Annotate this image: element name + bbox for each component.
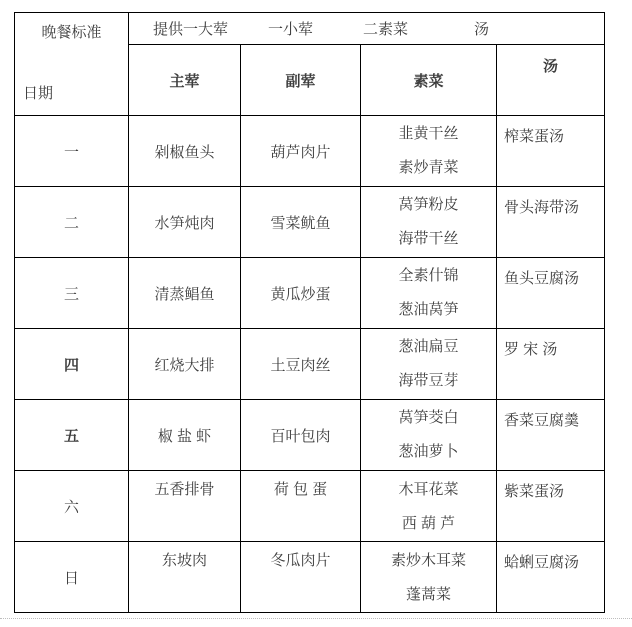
corner-header-cell xyxy=(15,13,129,116)
day-cell: 一 xyxy=(15,116,129,187)
veg-dish-line: 木耳花菜 xyxy=(398,481,459,498)
provide-main-label: 提供一大荤 xyxy=(153,21,229,38)
day-cell: 六 xyxy=(15,471,129,542)
day-cell: 日 xyxy=(15,542,129,613)
main-dish-cell: 五香排骨 xyxy=(129,471,241,542)
soup-cell: 鱼头豆腐汤 xyxy=(497,258,605,329)
veg-dish-line: 素炒青菜 xyxy=(398,159,459,176)
column-header-secondary: 副荤 xyxy=(241,45,361,116)
date-label: 日期 xyxy=(23,85,54,102)
column-header-main: 主荤 xyxy=(129,45,241,116)
veg-dish-line: 莴笋粉皮 xyxy=(398,196,459,213)
veg-dish-line: 蓬蒿菜 xyxy=(405,586,451,603)
menu-row-friday xyxy=(15,400,605,471)
veg-dish-line: 韭黄干丝 xyxy=(398,125,459,142)
secondary-dish-cell: 土豆肉丝 xyxy=(241,329,361,400)
header-row-provide xyxy=(15,13,605,45)
veg-dish-line: 海带干丝 xyxy=(398,230,459,247)
main-dish-cell: 清蒸鲳鱼 xyxy=(129,258,241,329)
veg-dish-line: 葱油扁豆 xyxy=(398,338,459,355)
veg-dish-line: 西 葫 芦 xyxy=(401,515,456,532)
main-dish-cell: 水笋炖肉 xyxy=(129,187,241,258)
secondary-dish-cell: 葫芦肉片 xyxy=(241,116,361,187)
veg-dishes-cell xyxy=(361,542,497,613)
veg-dish-line: 莴笋茭白 xyxy=(398,409,459,426)
veg-dish-line: 素炒木耳菜 xyxy=(390,552,466,569)
veg-dishes-cell xyxy=(361,329,497,400)
menu-row-thursday xyxy=(15,329,605,400)
secondary-dish-cell: 百叶包肉 xyxy=(241,400,361,471)
veg-dish-line: 海带豆芽 xyxy=(398,372,459,389)
column-header-veg: 素菜 xyxy=(361,45,497,116)
dinner-standard-label: 晚餐标准 xyxy=(41,24,102,41)
column-header-soup: 汤 xyxy=(497,45,605,116)
veg-dish-line: 葱油莴笋 xyxy=(398,301,459,318)
secondary-dish-cell: 冬瓜肉片 xyxy=(241,542,361,613)
veg-dishes-cell xyxy=(361,258,497,329)
veg-dish-line: 全素什锦 xyxy=(398,267,459,284)
provide-soup-label: 汤 xyxy=(474,21,490,38)
soup-cell: 榨菜蛋汤 xyxy=(497,116,605,187)
veg-dish-line: 葱油萝卜 xyxy=(398,443,459,460)
day-cell: 四 xyxy=(15,329,129,400)
secondary-dish-cell: 黄瓜炒蛋 xyxy=(241,258,361,329)
dinner-menu-table xyxy=(14,12,605,613)
provide-summary-cell xyxy=(129,13,605,45)
day-cell: 二 xyxy=(15,187,129,258)
day-cell: 五 xyxy=(15,400,129,471)
menu-row-sunday xyxy=(15,542,605,613)
veg-dishes-cell xyxy=(361,400,497,471)
main-dish-cell: 剁椒鱼头 xyxy=(129,116,241,187)
soup-cell: 蛤蜊豆腐汤 xyxy=(497,542,605,613)
main-dish-cell: 红烧大排 xyxy=(129,329,241,400)
secondary-dish-cell: 雪菜鱿鱼 xyxy=(241,187,361,258)
menu-row-wednesday xyxy=(15,258,605,329)
main-dish-cell: 东坡肉 xyxy=(129,542,241,613)
veg-dishes-cell xyxy=(361,116,497,187)
soup-cell: 罗 宋 汤 xyxy=(497,329,605,400)
page-bottom-dotted-divider xyxy=(0,618,632,619)
soup-cell: 骨头海带汤 xyxy=(497,187,605,258)
main-dish-cell: 椒 盐 虾 xyxy=(129,400,241,471)
provide-secondary-label: 一小荤 xyxy=(268,21,314,38)
veg-dishes-cell xyxy=(361,187,497,258)
secondary-dish-cell: 荷 包 蛋 xyxy=(241,471,361,542)
menu-row-monday xyxy=(15,116,605,187)
day-cell: 三 xyxy=(15,258,129,329)
provide-veg-label: 二素菜 xyxy=(363,21,409,38)
veg-dishes-cell xyxy=(361,471,497,542)
soup-cell: 香菜豆腐羹 xyxy=(497,400,605,471)
menu-row-saturday xyxy=(15,471,605,542)
menu-row-tuesday xyxy=(15,187,605,258)
soup-cell: 紫菜蛋汤 xyxy=(497,471,605,542)
